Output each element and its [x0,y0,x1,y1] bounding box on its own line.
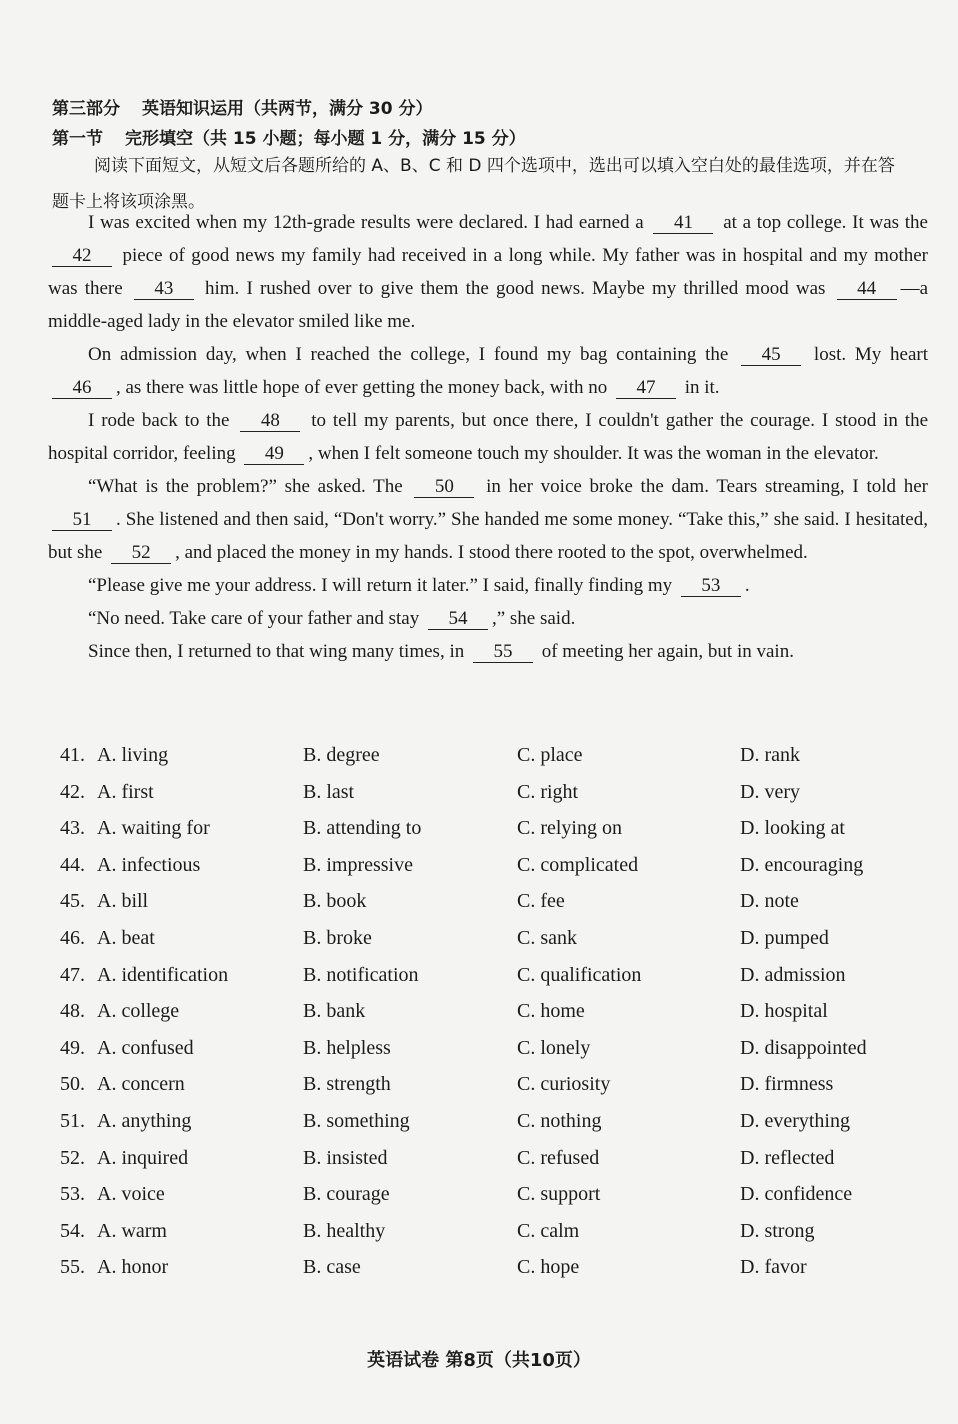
passage-text: him. I rushed over to give them the good news. Maybe my thrilled mood was [205,278,826,299]
question-number: 49. [60,1036,85,1059]
option-c: C. curiosity [517,1073,611,1096]
option-a: A. infectious [97,853,201,876]
option-a: A. bill [97,890,149,913]
passage-text: , when I felt someone touch my shoulder. It was the woman in the elevator. [308,443,879,464]
option-b: B. helpless [303,1036,391,1059]
question-number: 50. [60,1073,85,1096]
question-number: 41. [60,744,85,766]
option-c: C. calm [517,1219,580,1242]
option-b: B. case [303,1256,361,1279]
paragraph-7 [48,635,928,668]
option-d: D. hospital [740,1000,828,1023]
paragraph-3 [48,404,928,470]
option-b: B. broke [303,926,372,949]
question-number: 45. [60,890,85,913]
option-b: B. degree [303,744,380,766]
question-number-and-option-a [60,964,228,987]
passage-text: lost. My heart [813,344,929,365]
paragraph-4 [48,470,928,569]
option-b: B. insisted [303,1146,388,1169]
option-a: A. first [97,780,154,803]
passage-text: On admission day, when I reached the college, I found my bag containing the [88,344,729,365]
blank-43: 43 [134,279,194,300]
passage-text: —a middle-aged lady in the elevator smiled like me. [48,278,929,332]
passage-text: piece of good news my family had received in a long while. My father was in hospital and my mother was there [48,245,928,299]
option-b: B. healthy [303,1219,386,1242]
question-number: 43. [60,817,85,840]
blank-46: 46 [52,378,112,399]
passage-text: to tell my parents, but once there, I couldn't gather the courage. I stood in the hospital corridor, feeling [48,410,929,464]
question-number-and-option-a [60,1183,165,1206]
passage-text: of meeting her again, but in vain. [541,641,794,662]
option-d: D. note [740,890,799,913]
option-d: D. rank [740,744,800,766]
option-d: D. firmness [740,1073,834,1096]
option-b: B. notification [303,963,419,986]
option-a: A. honor [97,1256,169,1279]
question-number-and-option-a [60,854,200,877]
option-d: D. reflected [740,1146,835,1169]
option-d: D. confidence [740,1183,853,1206]
passage-text: , and placed the money in my hands. I stood there rooted to the spot, overwhelmed. [175,542,808,563]
option-b: B. last [303,780,355,803]
option-b: B. bank [303,1000,366,1023]
passage-text: “What is the problem?” she asked. The [88,476,403,497]
option-d: D. encouraging [740,853,864,876]
option-a: A. identification [97,963,229,986]
question-number-and-option-a [60,744,168,767]
option-c: C. relying on [517,817,622,840]
passage-text: , as there was little hope of ever getting the money back, with no [116,377,608,398]
question-number: 55. [60,1256,85,1279]
option-c: C. hope [517,1256,580,1279]
blank-50: 50 [414,477,474,498]
question-number: 47. [60,963,85,986]
passage-text: . She listened and then said, “Don't worry.” She handed me some money. “Take this,” she said. I hesitated, but she [48,509,928,563]
paragraph-6 [48,602,928,635]
option-b: B. strength [303,1073,391,1096]
option-c: C. support [517,1183,601,1206]
question-number-and-option-a [60,890,148,913]
question-number: 44. [60,853,85,876]
option-d: D. looking at [740,817,845,840]
option-a: A. voice [97,1183,165,1206]
option-a: A. confused [97,1036,194,1059]
question-number-and-option-a [60,1073,185,1096]
option-c: C. home [517,1000,585,1023]
subsection-header [52,124,526,149]
subsection-title: 完形填空（共 15 小题；每小题 1 分，满分 15 分） [125,129,526,149]
question-number: 48. [60,1000,85,1023]
option-c: C. sank [517,926,577,949]
paragraph-1 [48,206,928,338]
option-a: A. concern [97,1073,185,1096]
option-c: C. fee [517,890,565,913]
option-c: C. complicated [517,853,639,876]
option-b: B. book [303,890,367,913]
option-d: D. everything [740,1109,850,1132]
option-c: C. lonely [517,1036,591,1059]
passage-text: in it. [684,377,720,398]
option-a: A. college [97,1000,180,1023]
question-number-and-option-a [60,1037,194,1060]
blank-48: 48 [240,411,300,432]
blank-44: 44 [837,279,897,300]
option-a: A. beat [97,926,155,949]
blank-55: 55 [473,642,533,663]
question-number: 54. [60,1219,85,1242]
passage-text: in her voice broke the dam. Tears streaming, I told her [486,476,929,497]
option-a: A. warm [97,1219,167,1242]
question-number-and-option-a [60,1110,191,1133]
blank-47: 47 [616,378,676,399]
blank-49: 49 [244,444,304,465]
option-c: C. qualification [517,963,642,986]
option-d: D. disappointed [740,1036,867,1059]
blank-53: 53 [681,576,741,597]
blank-51: 51 [52,510,112,531]
option-c: C. refused [517,1146,600,1169]
section-header [52,94,433,119]
section-title: 英语知识运用（共两节，满分 30 分） [142,99,433,119]
option-a: A. waiting for [97,817,210,840]
page-footer: 英语试卷 第8页（共10页） [367,1350,591,1371]
question-number-and-option-a [60,927,155,950]
option-d: D. pumped [740,926,829,949]
option-a: A. living [97,744,169,766]
paragraph-5 [48,569,928,602]
cloze-passage [48,206,928,668]
option-b: B. attending to [303,817,422,840]
option-a: A. anything [97,1109,192,1132]
passage-text: I was excited when my 12th-grade results were declared. I had earned a [88,212,644,233]
question-number-and-option-a [60,1147,188,1170]
option-d: D. very [740,780,800,803]
option-b: B. courage [303,1183,390,1206]
subsection-part: 第一节 [52,129,103,149]
blank-42: 42 [52,246,112,267]
blank-54: 54 [428,609,488,630]
question-number: 53. [60,1183,85,1206]
option-c: C. right [517,780,579,803]
option-d: D. strong [740,1219,815,1242]
option-b: B. something [303,1109,410,1132]
passage-text: . [744,575,750,596]
passage-text: “No need. Take care of your father and stay [88,608,420,629]
passage-text: at a top college. It was the [723,212,928,233]
blank-52: 52 [111,543,171,564]
question-number: 51. [60,1109,85,1132]
passage-text: “Please give me your address. I will return it later.” I said, finally finding my [88,575,673,596]
paragraph-2 [48,338,928,404]
instructions: 阅读下面短文，从短文后各题所给的 A、B、C 和 D 四个选项中，选出可以填入空白处的最佳选项，并在答题卡上将该项涂黑。 [52,156,895,212]
passage-text: I rode back to the [88,410,230,431]
option-d: D. favor [740,1256,807,1279]
question-number: 42. [60,780,85,803]
question-number-and-option-a [60,817,210,840]
passage-text: ,” she said. [491,608,576,629]
option-d: D. admission [740,963,846,986]
option-a: A. inquired [97,1146,189,1169]
question-number-and-option-a [60,1256,168,1279]
section-part: 第三部分 [52,99,120,119]
blank-41: 41 [653,213,713,234]
question-number: 46. [60,926,85,949]
passage-text: Since then, I returned to that wing many times, in [88,641,465,662]
question-number-and-option-a [60,781,154,804]
question-number-and-option-a [60,1000,179,1023]
option-c: C. place [517,744,583,766]
option-c: C. nothing [517,1109,602,1132]
blank-45: 45 [741,345,801,366]
option-b: B. impressive [303,853,413,876]
question-number-and-option-a [60,1220,167,1243]
question-number: 52. [60,1146,85,1169]
